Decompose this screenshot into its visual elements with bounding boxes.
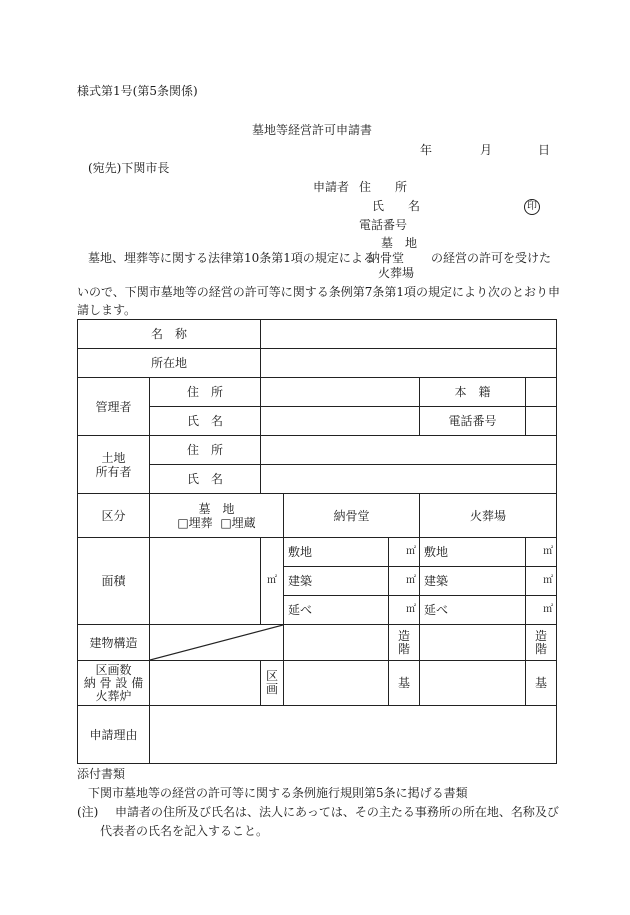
landowner-name-label: 氏 名 [150, 465, 261, 494]
domicile-label: 本 籍 [420, 378, 526, 407]
ossuary-building-label: 建築 [284, 567, 389, 596]
count-label-line2: 納 骨 設 備 [83, 675, 144, 690]
body-line1-pre: 墓地、埋葬等に関する法律第10条第1項の規定による [88, 251, 375, 265]
name-label: 名 称 [78, 320, 261, 349]
crematorium-structure-kai: 階 [535, 641, 548, 656]
manager-address-label: 住 所 [150, 378, 261, 407]
interment-checkbox[interactable]: □埋蔵 [220, 515, 256, 530]
ossuary-site-unit: ㎡ [389, 538, 420, 567]
area-label: 面積 [78, 538, 150, 625]
page-title: 墓地等経営許可申請書 [252, 123, 373, 137]
domicile-field[interactable] [526, 378, 557, 407]
application-table [77, 319, 557, 764]
location-field[interactable] [261, 349, 557, 378]
attachments-label: 添付書類 [77, 767, 126, 781]
ossuary-count-unit: 基 [389, 661, 420, 706]
crematorium-floor-label: 延べ [420, 596, 526, 625]
landowner-label-line2: 所有者 [95, 464, 132, 479]
date-month-label: 月 [480, 143, 493, 157]
location-label: 所在地 [78, 349, 261, 378]
landowner-address-label: 住 所 [150, 436, 261, 465]
name-field[interactable] [261, 320, 557, 349]
form-number: 様式第1号(第5条関係) [77, 84, 198, 98]
reason-field[interactable] [150, 706, 557, 764]
structure-grave-na [150, 625, 284, 661]
landowner-label-line1: 土地 [101, 450, 126, 465]
note-line2: 代表者の氏名を記入すること。 [100, 824, 269, 838]
grave-plot-unit-kaku: 画 [266, 682, 279, 696]
category-crematorium: 火葬場 [420, 494, 557, 538]
crematorium-structure-field[interactable] [420, 625, 526, 661]
ossuary-building-unit: ㎡ [389, 567, 420, 596]
count-label-line1: 区画数 [95, 662, 132, 677]
landowner-address-field[interactable] [261, 436, 557, 465]
option-crematorium: 火葬場 [378, 266, 415, 280]
applicant-address-label: 住 所 [359, 180, 408, 194]
manager-address-field[interactable] [261, 378, 420, 407]
addressee: (宛先)下関市長 [88, 161, 170, 175]
grave-area-unit: ㎡ [261, 538, 284, 625]
crematorium-building-label: 建築 [420, 567, 526, 596]
applicant-phone-label: 電話番号 [359, 218, 408, 232]
structure-label: 建物構造 [78, 625, 150, 661]
diagonal-strike [150, 625, 283, 660]
manager-phone-label: 電話番号 [420, 407, 526, 436]
count-label [78, 661, 150, 706]
applicant-label: 申請者 [313, 180, 350, 194]
note-label: (注) [77, 805, 99, 819]
date-day-label: 日 [538, 143, 551, 157]
manager-phone-field[interactable] [526, 407, 557, 436]
crematorium-floor-unit: ㎡ [526, 596, 557, 625]
ossuary-structure-zo: 造 [398, 628, 411, 643]
crematorium-count-field[interactable] [420, 661, 526, 706]
crematorium-count-unit: 基 [526, 661, 557, 706]
landowner-name-field[interactable] [261, 465, 557, 494]
category-grave-cell [150, 494, 284, 538]
applicant-name-label: 氏 名 [372, 199, 421, 213]
landowner-label [78, 436, 150, 494]
note-line1: 申請者の住所及び氏名は、法人にあっては、その主たる事務所の所在地、名称及び [115, 805, 559, 819]
crematorium-site-label: 敷地 [420, 538, 526, 567]
crematorium-structure-zo: 造 [535, 628, 548, 643]
count-label-line3: 火葬炉 [95, 688, 132, 703]
option-grave: 墓 地 [381, 236, 418, 250]
ossuary-count-field[interactable] [284, 661, 389, 706]
grave-plot-unit [261, 661, 284, 706]
grave-area-field[interactable] [150, 538, 261, 625]
crematorium-structure-unit [526, 625, 557, 661]
manager-name-label: 氏 名 [150, 407, 261, 436]
manager-label: 管理者 [78, 378, 150, 436]
body-line2: いので、下関市墓地等の経営の許可等に関する条例第7条第1項の規定により次のとおり申 [77, 285, 561, 299]
option-ossuary: 納骨堂 [368, 251, 405, 265]
attachments-text: 下関市墓地等の経営の許可等に関する条例施行規則第5条に掲げる書類 [88, 786, 468, 800]
ossuary-structure-field[interactable] [284, 625, 389, 661]
ossuary-floor-label: 延べ [284, 596, 389, 625]
category-ossuary: 納骨堂 [284, 494, 420, 538]
grave-plot-unit-ku: 区 [266, 669, 279, 683]
ossuary-site-label: 敷地 [284, 538, 389, 567]
seal-mark: 印 [524, 199, 540, 215]
crematorium-site-unit: ㎡ [526, 538, 557, 567]
category-label: 区分 [78, 494, 150, 538]
ossuary-structure-unit [389, 625, 420, 661]
date-year-label: 年 [420, 143, 433, 157]
body-line3: 請します。 [77, 303, 137, 317]
body-line1-post: の経営の許可を受けた [431, 251, 552, 265]
category-grave-label: 墓 地 [198, 501, 235, 516]
grave-plot-count-field[interactable] [150, 661, 261, 706]
manager-name-field[interactable] [261, 407, 420, 436]
ossuary-floor-unit: ㎡ [389, 596, 420, 625]
burial-checkbox[interactable]: □埋葬 [177, 515, 213, 530]
reason-label: 申請理由 [78, 706, 150, 764]
crematorium-building-unit: ㎡ [526, 567, 557, 596]
ossuary-structure-kai: 階 [398, 641, 411, 656]
